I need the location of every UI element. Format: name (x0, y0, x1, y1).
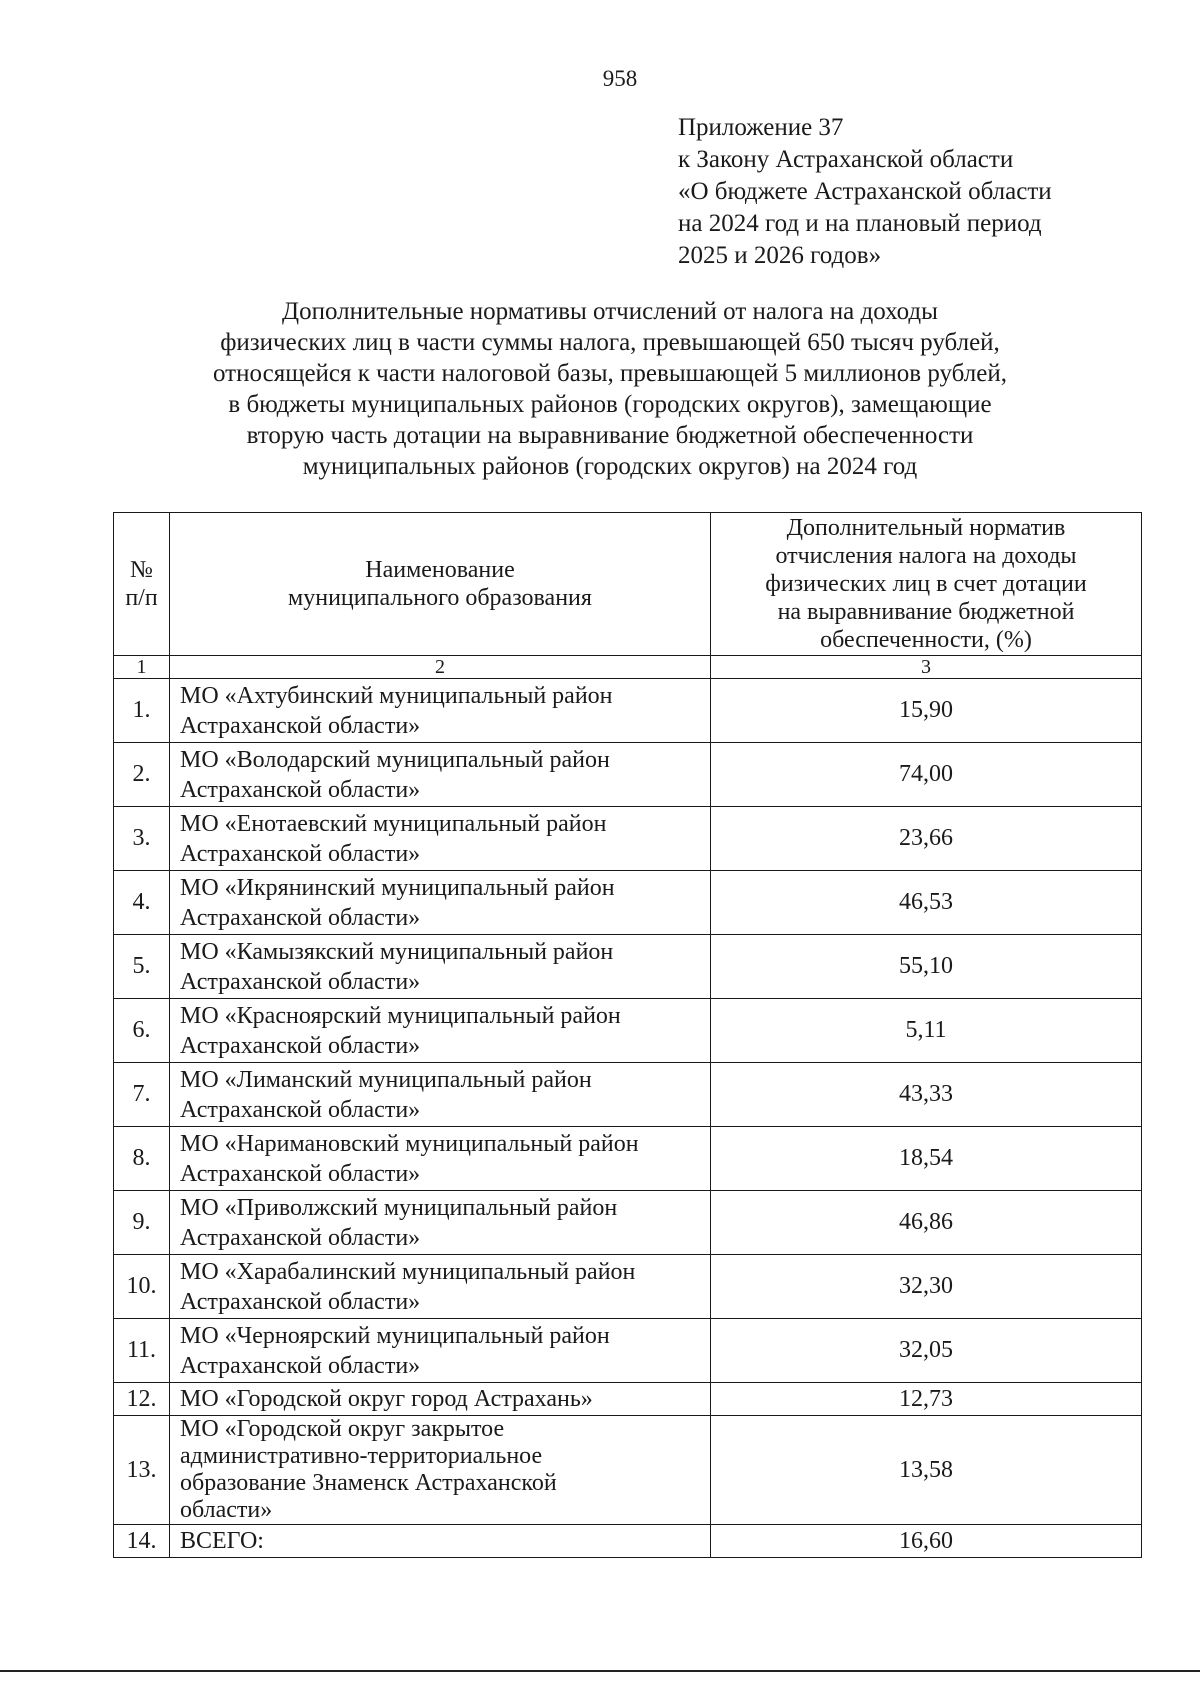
municipality-name-line: Астраханской области» (180, 1032, 421, 1059)
municipality-name (170, 743, 711, 807)
appendix-line: к Закону Астраханской области (678, 146, 1014, 173)
municipality-name-line: Астраханской области» (180, 1288, 421, 1315)
title-line: в бюджеты муниципальных районов (городских округов), замещающие (228, 391, 992, 418)
appendix-line: «О бюджете Астраханской области (678, 178, 1052, 205)
norm-value: 55,10 (711, 935, 1142, 999)
row-number: 14. (114, 1525, 170, 1558)
row-number: 1. (114, 679, 170, 743)
norm-value: 15,90 (711, 679, 1142, 743)
appendix-line: 2025 и 2026 годов» (678, 242, 882, 269)
table-row (114, 743, 1142, 807)
norm-value: 46,53 (711, 871, 1142, 935)
norm-value: 5,11 (711, 999, 1142, 1063)
table-row (114, 871, 1142, 935)
table-row (114, 1255, 1142, 1319)
municipality-name-line: МО «Городской округ закрытое (180, 1416, 505, 1442)
municipality-name-line: Астраханской области» (180, 1224, 421, 1251)
municipality-name-line: МО «Наримановский муниципальный район (180, 1130, 639, 1157)
column-number: 3 (711, 656, 1142, 679)
header-num (114, 513, 170, 656)
row-number: 2. (114, 743, 170, 807)
municipality-name (170, 1416, 711, 1525)
title-line: относящейся к части налоговой базы, превышающей 5 миллионов рублей, (213, 360, 1007, 387)
column-number: 1 (114, 656, 170, 679)
municipality-name-line: МО «Черноярский муниципальный район (180, 1322, 610, 1349)
row-number: 5. (114, 935, 170, 999)
table-row (114, 1416, 1142, 1525)
table-row (114, 1525, 1142, 1558)
title-line: физических лиц в части суммы налога, превышающей 650 тысяч рублей, (220, 329, 1000, 356)
municipality-name-line: МО «Приволжский муниципальный район (180, 1194, 618, 1221)
header-num-line: п/п (125, 585, 158, 611)
municipality-name-line: Астраханской области» (180, 904, 421, 931)
municipality-name (170, 1383, 711, 1416)
table-row (114, 1383, 1142, 1416)
municipality-name-line: МО «Ахтубинский муниципальный район (180, 682, 613, 709)
municipality-name-line: МО «Городской округ город Астрахань» (180, 1386, 593, 1412)
municipality-name-line: МО «Красноярский муниципальный район (180, 1002, 621, 1029)
norm-value: 23,66 (711, 807, 1142, 871)
municipality-name (170, 871, 711, 935)
table-row (114, 1319, 1142, 1383)
municipality-name (170, 807, 711, 871)
document-title (130, 296, 1090, 482)
title-line: Дополнительные нормативы отчислений от налога на доходы (282, 298, 938, 325)
row-number: 13. (114, 1416, 170, 1525)
municipality-name-line: Астраханской области» (180, 712, 421, 739)
norms-table (113, 512, 1142, 1558)
header-name-line: муниципального образования (288, 585, 592, 611)
municipality-name (170, 1063, 711, 1127)
row-number: 7. (114, 1063, 170, 1127)
appendix-reference (678, 112, 1052, 272)
table-row (114, 935, 1142, 999)
municipality-name-line: Астраханской области» (180, 968, 421, 995)
municipality-name-line: МО «Лиманский муниципальный район (180, 1066, 592, 1093)
municipality-name-line: административно-территориальное (180, 1443, 543, 1469)
norm-value: 32,05 (711, 1319, 1142, 1383)
row-number: 12. (114, 1383, 170, 1416)
municipality-name (170, 1319, 711, 1383)
norm-value: 46,86 (711, 1191, 1142, 1255)
title-line: муниципальных районов (городских округов) на 2024 год (302, 453, 918, 480)
municipality-name-line: Астраханской области» (180, 840, 421, 867)
municipality-name (170, 679, 711, 743)
header-value-line: на выравнивание бюджетной (777, 599, 1075, 625)
table-row (114, 807, 1142, 871)
bottom-rule (0, 1670, 1200, 1672)
municipality-name (170, 935, 711, 999)
header-name (170, 513, 711, 656)
municipality-name-line: МО «Харабалинский муниципальный район (180, 1258, 636, 1285)
row-number: 9. (114, 1191, 170, 1255)
norm-value: 74,00 (711, 743, 1142, 807)
header-value-line: физических лиц в счет дотации (765, 571, 1087, 597)
header-value (711, 513, 1142, 656)
municipality-name-line: МО «Камызякский муниципальный район (180, 938, 614, 965)
municipality-name-line: ВСЕГО: (180, 1528, 264, 1554)
norm-value: 16,60 (711, 1525, 1142, 1558)
municipality-name-line: Астраханской области» (180, 1096, 421, 1123)
column-number: 2 (170, 656, 711, 679)
row-number: 4. (114, 871, 170, 935)
municipality-name-line: Астраханской области» (180, 1160, 421, 1187)
row-number: 11. (114, 1319, 170, 1383)
norm-value: 43,33 (711, 1063, 1142, 1127)
municipality-name (170, 999, 711, 1063)
municipality-name-line: МО «Володарский муниципальный район (180, 746, 610, 773)
municipality-name-line: Астраханской области» (180, 776, 421, 803)
table-row (114, 1127, 1142, 1191)
municipality-name-line: МО «Икрянинский муниципальный район (180, 874, 615, 901)
row-number: 10. (114, 1255, 170, 1319)
header-value-line: отчисления налога на доходы (775, 543, 1077, 569)
table-row (114, 679, 1142, 743)
table-row (114, 1191, 1142, 1255)
municipality-name (170, 1255, 711, 1319)
table-row (114, 999, 1142, 1063)
header-name-line: Наименование (365, 557, 515, 583)
municipality-name (170, 1127, 711, 1191)
table-header-row (114, 513, 1142, 656)
header-value-line: Дополнительный норматив (786, 515, 1066, 541)
municipality-name (170, 1191, 711, 1255)
municipality-name-line: Астраханской области» (180, 1352, 421, 1379)
municipality-name (170, 1525, 711, 1558)
norm-value: 18,54 (711, 1127, 1142, 1191)
norm-value: 13,58 (711, 1416, 1142, 1525)
norm-value: 32,30 (711, 1255, 1142, 1319)
appendix-line: Приложение 37 (678, 114, 844, 141)
norm-value: 12,73 (711, 1383, 1142, 1416)
table-body (114, 679, 1142, 1558)
municipality-name-line: МО «Енотаевский муниципальный район (180, 810, 607, 837)
header-value-line: обеспеченности, (%) (820, 627, 1032, 653)
column-number-row (114, 656, 1142, 679)
page-number: 958 (602, 66, 638, 91)
row-number: 8. (114, 1127, 170, 1191)
municipality-name-line: области» (180, 1497, 273, 1523)
appendix-line: на 2024 год и на плановый период (678, 210, 1042, 237)
municipality-name-line: образование Знаменск Астраханской (180, 1470, 557, 1496)
title-line: вторую часть дотации на выравнивание бюджетной обеспеченности (246, 422, 974, 449)
row-number: 3. (114, 807, 170, 871)
row-number: 6. (114, 999, 170, 1063)
header-num-line: № (130, 557, 153, 583)
table-row (114, 1063, 1142, 1127)
